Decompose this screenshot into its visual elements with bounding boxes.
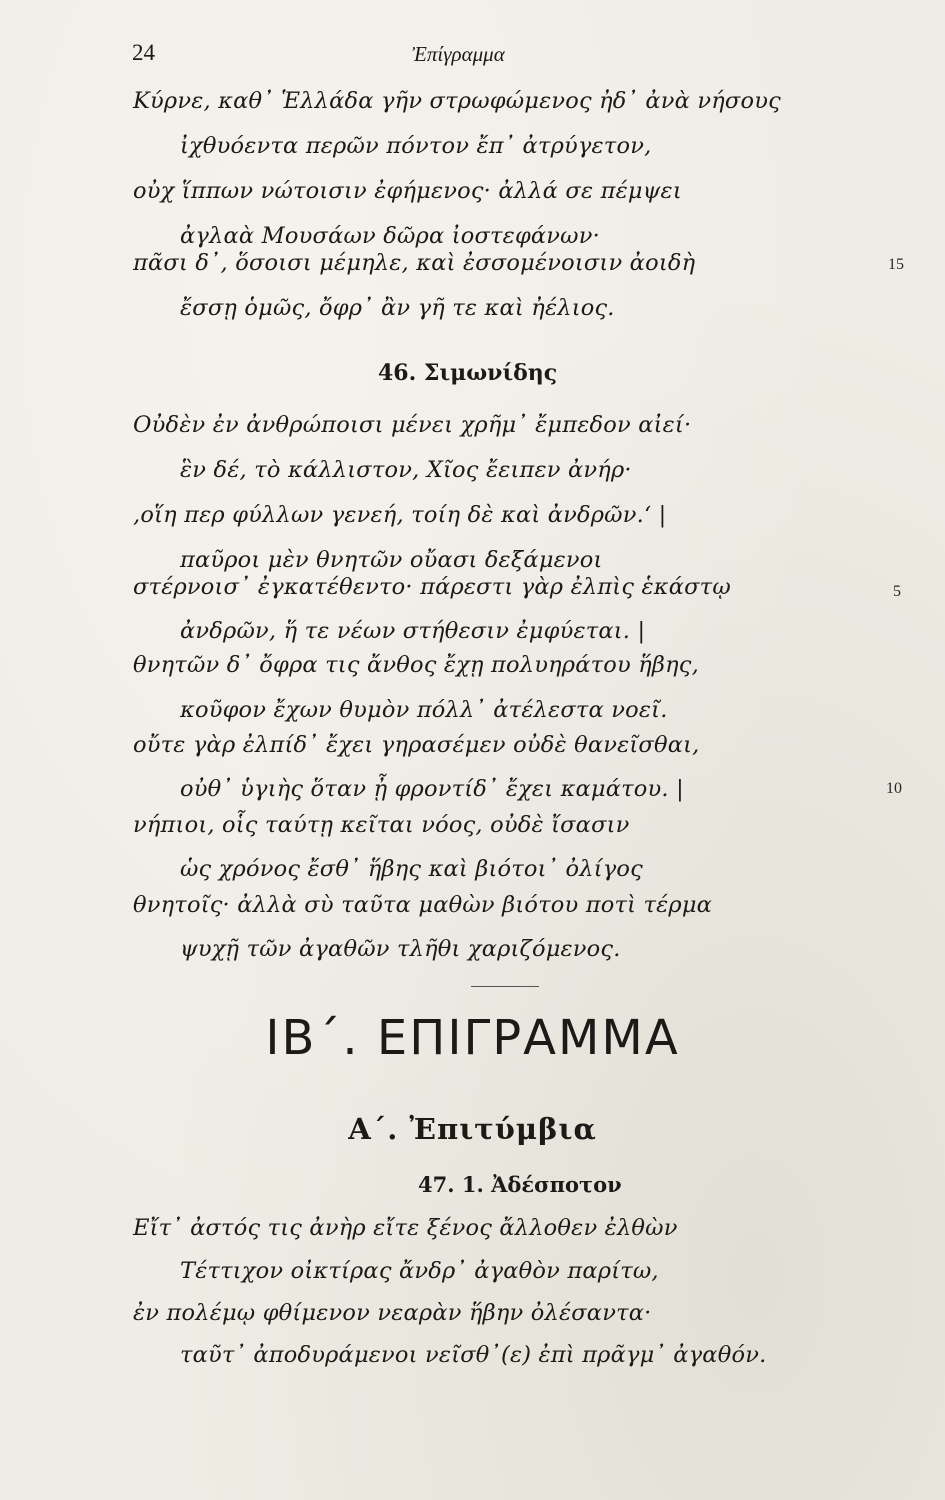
verse-line: ψυχῇ τῶν ἀγαθῶν τλῆθι χαριζόμενος. <box>180 936 621 962</box>
verse-line: ἀγλαὰ Μουσάων δῶρα ἰοστεφάνων· <box>180 223 600 249</box>
verse-line: ταῦτ᾽ ἀποδυράμενοι νεῖσθ᾽(ε) ἐπὶ πρᾶγμ᾽ ἀγαθόν. <box>180 1342 767 1368</box>
verse-line: οὔτε γὰρ ἐλπίδ᾽ ἔχει γηρασέμεν οὐδὲ θανεῖσθαι, <box>133 732 700 758</box>
verse-line: οὐθ᾽ ὑγιὴς ὅταν ᾖ φροντίδ᾽ ἔχει καμάτου. | <box>180 776 684 802</box>
verse-line: Τέττιχον οἰκτίρας ἄνδρ᾽ ἀγαθὸν παρίτω, <box>180 1258 659 1284</box>
verse-line: ἔσσῃ ὁμῶς, ὄφρ᾽ ἂν γῆ τε καὶ ἠέλιος. <box>180 295 615 321</box>
verse-line: Οὐδὲν ἐν ἀνθρώποισι μένει χρῆμ᾽ ἔμπεδον αἰεί· <box>133 412 692 438</box>
verse-line: Εἴτ᾽ ἀστός τις ἀνὴρ εἴτε ξένος ἄλλοθεν ἐλθὼν <box>133 1215 678 1241</box>
verse-line: θνητοῖς· ἀλλὰ σὺ ταῦτα μαθὼν βιότου ποτὶ τέρμα <box>133 892 713 918</box>
verse-line: ἐν πολέμῳ φθίμενον νεαρὰν ἥβην ὀλέσαντα· <box>133 1300 652 1326</box>
verse-line: θνητῶν δ᾽ ὄφρα τις ἄνθος ἔχῃ πολυηράτου ἥβης, <box>133 652 699 678</box>
verse-line: παῦροι μὲν θνητῶν οὔασι δεξάμενοι <box>180 547 603 573</box>
verse-line: κοῦφον ἔχων θυμὸν πόλλ᾽ ἀτέλεστα νοεῖ. <box>180 697 668 723</box>
verse-line: νήπιοι, οἷς ταύτῃ κεῖται νόος, οὐδὲ ἴσασιν <box>133 812 630 838</box>
verse-line: οὐχ ἵππων νώτοισιν ἐφήμενος· ἀλλά σε πέμψει <box>133 178 682 204</box>
page-number: 24 <box>132 40 155 65</box>
line-number: 5 <box>893 583 901 600</box>
verse-line: ἰχθυόεντα περῶν πόντον ἔπ᾽ ἀτρύγετον, <box>180 133 652 159</box>
line-number: 10 <box>886 780 902 797</box>
section-divider <box>471 986 539 987</box>
verse-line: ἀνδρῶν, ἥ τε νέων στήθεσιν ἐμφύεται. | <box>180 618 646 644</box>
verse-line: πᾶσι δ᾽, ὅσοισι μέμηλε, καὶ ἐσσομένοισιν ἀοιδὴ <box>133 250 696 276</box>
verse-line: Κύρνε, καθ᾽ Ἑλλάδα γῆν στρωφώμενος ἠδ᾽ ἀνὰ νήσους <box>133 88 781 114</box>
verse-line: ὡς χρόνος ἔσθ᾽ ἥβης καὶ βιότοι᾽ ὀλίγος <box>180 856 643 882</box>
page-header <box>132 40 792 74</box>
line-number: 15 <box>888 256 904 273</box>
section-title: ΙΒ΄. ΕΠΙΓΡΑΜΜΑ <box>265 1010 680 1066</box>
verse-line: στέρνοισ᾽ ἐγκατέθεντο· πάρεστι γὰρ ἐλπὶς ἑκάστῳ <box>133 574 731 600</box>
running-title: Ἐπίγραμμα <box>412 42 505 66</box>
verse-line: ,οἵη περ φύλλων γενεή, τοίη δὲ καὶ ἀνδρῶν.‘ | <box>133 502 667 528</box>
poem-46-heading: 46. Σιμωνίδης <box>378 360 558 386</box>
verse-line: ἓν δέ, τὸ κάλλιστον, Χῖος ἔειπεν ἀνήρ· <box>180 457 632 483</box>
poem-47-heading: 47. 1. Ἀδέσποτον <box>418 1172 622 1197</box>
section-subtitle: Α΄. Ἐπιτύμβια <box>348 1112 597 1146</box>
